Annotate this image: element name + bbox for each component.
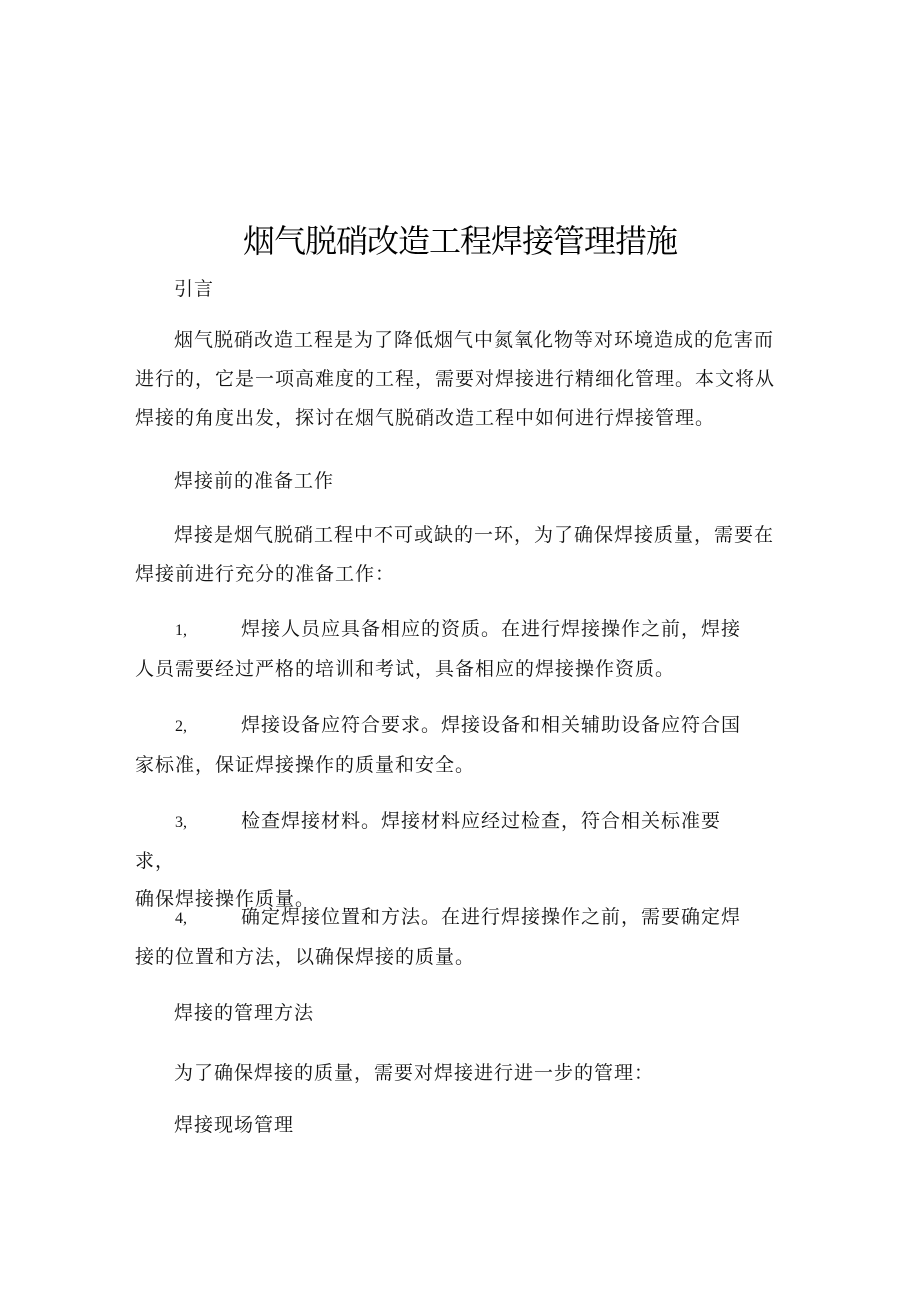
prep-heading: 焊接前的准备工作 [174, 470, 335, 492]
intro-paragraph: 烟气脱硝改造工程是为了降低烟气中氮氧化物等对环境造成的危害而进行的，它是一项高难度的工程，需要对焊接进行精细化管理。本文将从焊接的角度出发，探讨在烟气脱硝改造工程中如何进行焊接管理。 [135, 329, 776, 429]
mgmt-heading: 焊接的管理方法 [174, 1002, 315, 1024]
list-item [135, 898, 755, 976]
page-title: 烟气脱硝改造工程焊接管理措施 [242, 222, 677, 260]
prep-paragraph: 焊接是烟气脱硝工程中不可或缺的一环，为了确保焊接质量，需要在焊接前进行充分的准备工作： [135, 524, 775, 585]
list-item-number: 1, [175, 622, 187, 639]
intro-heading: 引言 [174, 278, 215, 300]
list-item-text-cont: 接的位置和方法，以确保焊接的质量。 [135, 946, 476, 968]
list-item-text-cont: 家标准，保证焊接操作的质量和安全。 [135, 754, 476, 776]
list-item-text-cont: 确保焊接操作质量。 [135, 888, 316, 910]
list-item-number: 4, [175, 910, 187, 927]
list-item-text: 焊接设备应符合要求。焊接设备和相关辅助设备应符合国 [241, 714, 742, 736]
site-heading: 焊接现场管理 [174, 1114, 295, 1136]
list-item [135, 610, 755, 688]
list-item [135, 706, 755, 784]
list-item-text-cont: 人员需要经过严格的培训和考试，具备相应的焊接操作资质。 [135, 658, 676, 680]
list-item-number: 3, [175, 814, 187, 831]
list-item-text: 确定焊接位置和方法。在进行焊接操作之前，需要确定焊 [241, 906, 742, 928]
mgmt-paragraph: 为了确保焊接的质量，需要对焊接进行进一步的管理： [174, 1062, 655, 1084]
list-item-text: 检查焊接材料。焊接材料应经过检查，符合相关标准要求， [135, 810, 722, 872]
list-item-text: 焊接人员应具备相应的资质。在进行焊接操作之前，焊接 [241, 618, 742, 640]
list-item-number: 2, [175, 718, 187, 735]
